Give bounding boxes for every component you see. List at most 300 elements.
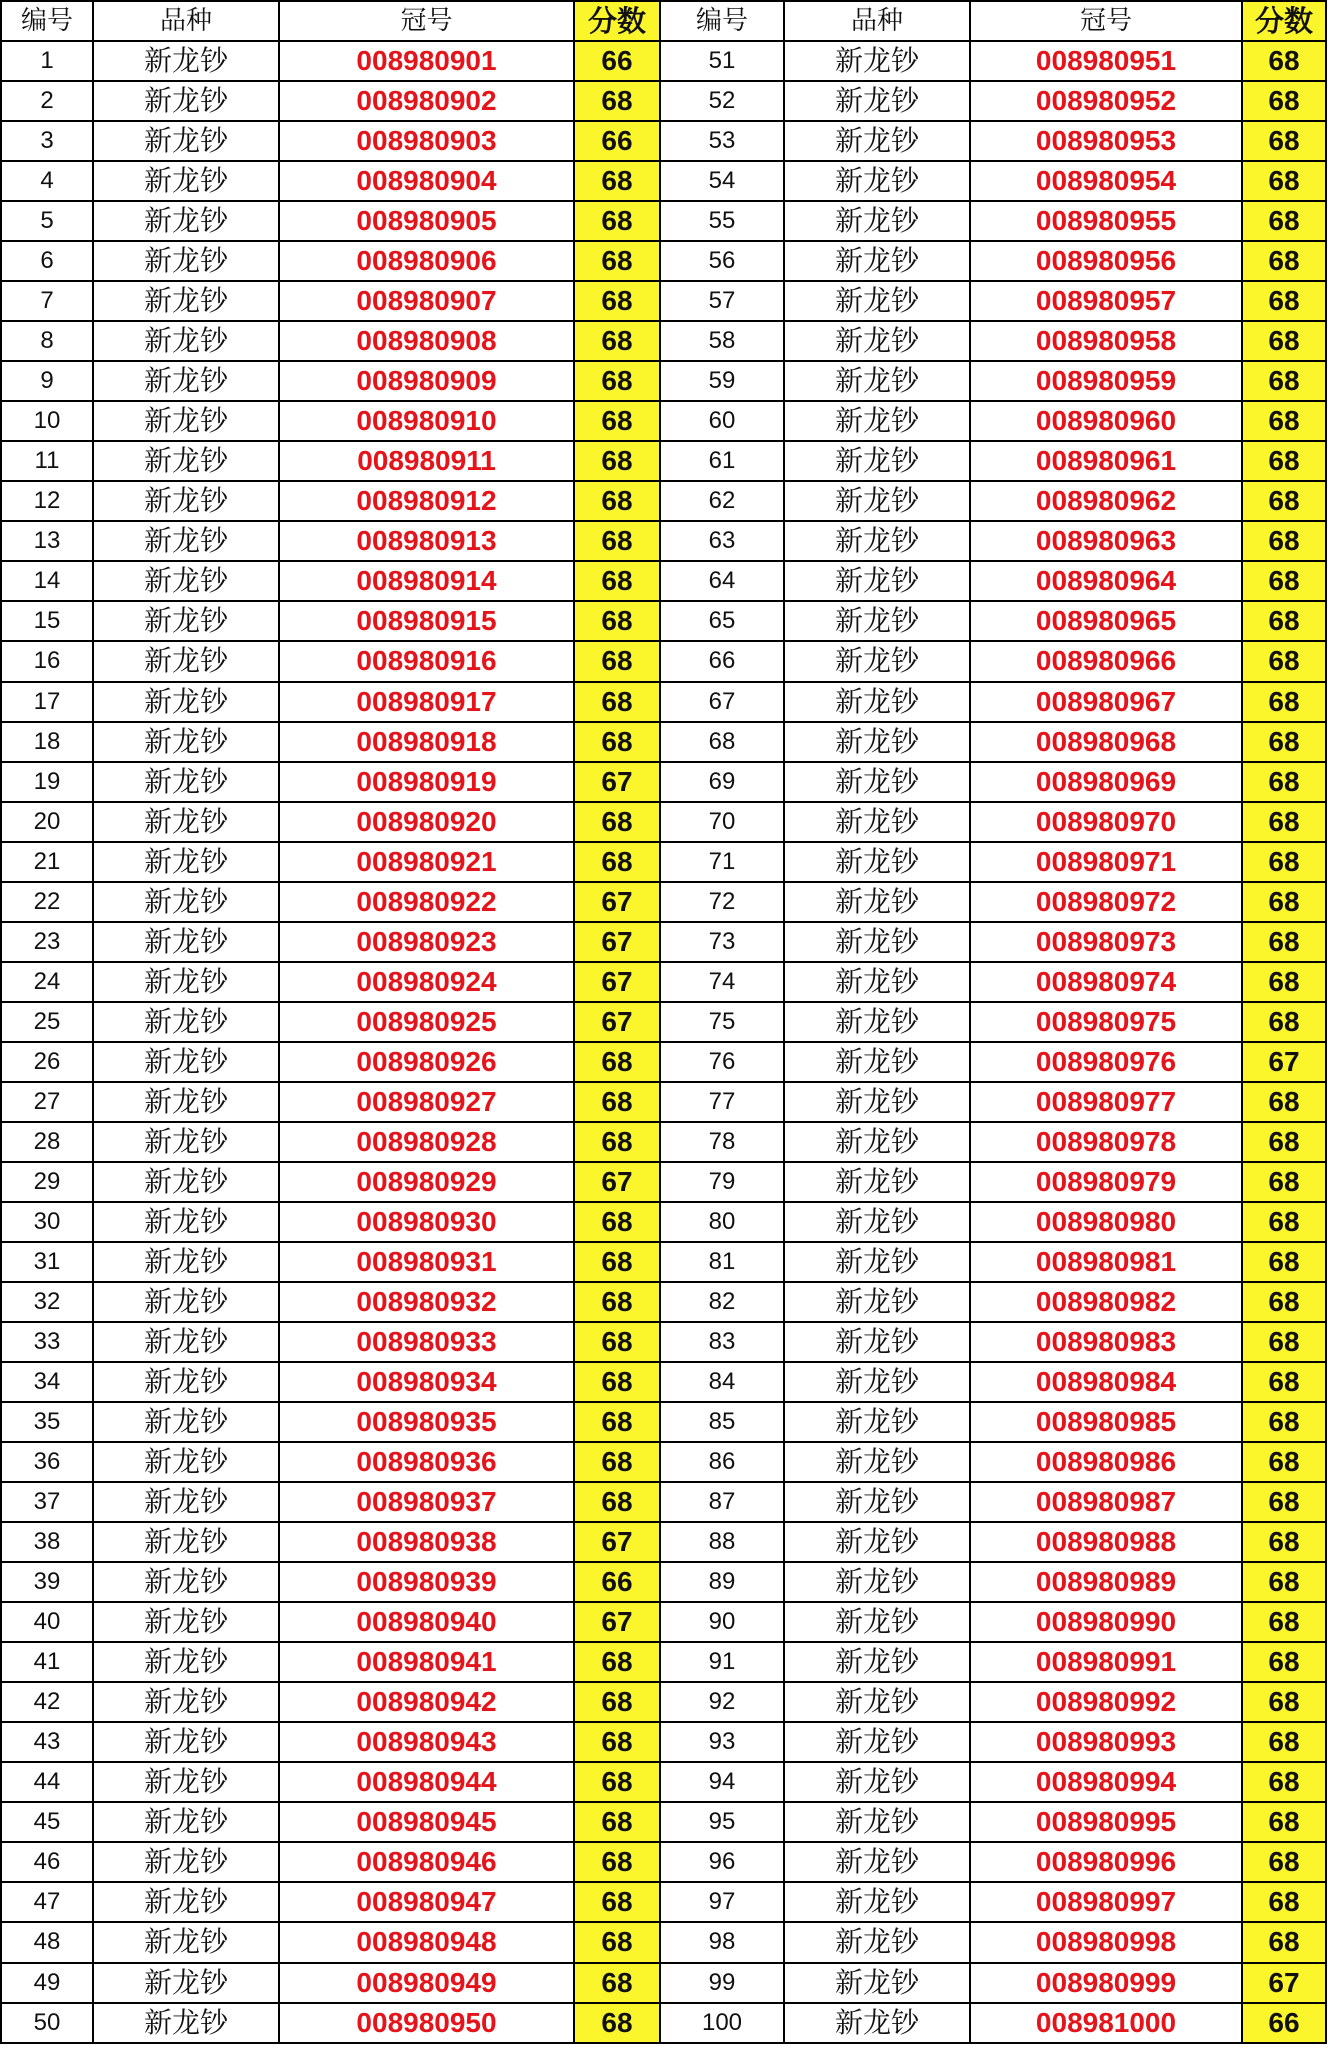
table-body bbox=[1, 41, 1326, 2043]
variety-cell: 新龙钞 bbox=[93, 1882, 279, 1922]
table-row bbox=[1, 1482, 1326, 1522]
table-row bbox=[1, 1442, 1326, 1482]
row-number: 18 bbox=[1, 722, 93, 762]
score-cell: 68 bbox=[574, 1282, 660, 1322]
row-number: 21 bbox=[1, 842, 93, 882]
score-cell: 67 bbox=[574, 1002, 660, 1042]
serial-number-cell: 008980989 bbox=[970, 1562, 1242, 1602]
score-cell: 68 bbox=[574, 1762, 660, 1802]
score-cell: 68 bbox=[1242, 521, 1326, 561]
score-cell: 68 bbox=[1242, 682, 1326, 722]
variety-cell: 新龙钞 bbox=[93, 1082, 279, 1122]
row-number: 71 bbox=[660, 842, 784, 882]
serial-number-cell: 008980934 bbox=[279, 1362, 574, 1402]
table-row bbox=[1, 1122, 1326, 1162]
variety-cell: 新龙钞 bbox=[784, 682, 970, 722]
row-number: 12 bbox=[1, 481, 93, 521]
row-number: 44 bbox=[1, 1762, 93, 1802]
row-number: 31 bbox=[1, 1242, 93, 1282]
serial-number-cell: 008980965 bbox=[970, 601, 1242, 641]
row-number: 6 bbox=[1, 241, 93, 281]
score-cell: 68 bbox=[1242, 241, 1326, 281]
table-row bbox=[1, 561, 1326, 601]
score-cell: 68 bbox=[1242, 201, 1326, 241]
variety-cell: 新龙钞 bbox=[784, 882, 970, 922]
row-number: 46 bbox=[1, 1842, 93, 1882]
table-row bbox=[1, 1642, 1326, 1682]
row-number: 36 bbox=[1, 1442, 93, 1482]
serial-number-cell: 008980923 bbox=[279, 922, 574, 962]
row-number: 90 bbox=[660, 1602, 784, 1642]
row-number: 75 bbox=[660, 1002, 784, 1042]
row-number: 2 bbox=[1, 81, 93, 121]
row-number: 99 bbox=[660, 1963, 784, 2003]
serial-number-cell: 008980924 bbox=[279, 962, 574, 1002]
variety-cell: 新龙钞 bbox=[93, 1842, 279, 1882]
row-number: 28 bbox=[1, 1122, 93, 1162]
serial-number-cell: 008980992 bbox=[970, 1682, 1242, 1722]
score-cell: 68 bbox=[574, 1722, 660, 1762]
row-number: 25 bbox=[1, 1002, 93, 1042]
score-cell: 68 bbox=[574, 321, 660, 361]
score-cell: 68 bbox=[574, 682, 660, 722]
header-serial: 冠号 bbox=[279, 1, 574, 41]
table-row bbox=[1, 722, 1326, 762]
score-cell: 68 bbox=[574, 441, 660, 481]
score-cell: 68 bbox=[1242, 842, 1326, 882]
score-cell: 66 bbox=[574, 1562, 660, 1602]
score-cell: 66 bbox=[1242, 2003, 1326, 2043]
row-number: 48 bbox=[1, 1922, 93, 1962]
serial-number-cell: 008980944 bbox=[279, 1762, 574, 1802]
table-row bbox=[1, 1762, 1326, 1802]
serial-number-cell: 008980936 bbox=[279, 1442, 574, 1482]
score-cell: 68 bbox=[1242, 1282, 1326, 1322]
serial-number-cell: 008980982 bbox=[970, 1282, 1242, 1322]
score-cell: 68 bbox=[574, 601, 660, 641]
serial-number-cell: 008980962 bbox=[970, 481, 1242, 521]
score-cell: 68 bbox=[1242, 1122, 1326, 1162]
row-number: 70 bbox=[660, 802, 784, 842]
table-row bbox=[1, 81, 1326, 121]
variety-cell: 新龙钞 bbox=[93, 401, 279, 441]
serial-number-cell: 008980913 bbox=[279, 521, 574, 561]
row-number: 84 bbox=[660, 1362, 784, 1402]
row-number: 76 bbox=[660, 1042, 784, 1082]
variety-cell: 新龙钞 bbox=[93, 121, 279, 161]
row-number: 95 bbox=[660, 1802, 784, 1842]
table-row bbox=[1, 1562, 1326, 1602]
row-number: 38 bbox=[1, 1522, 93, 1562]
score-cell: 68 bbox=[1242, 1002, 1326, 1042]
score-cell: 68 bbox=[1242, 121, 1326, 161]
variety-cell: 新龙钞 bbox=[784, 2003, 970, 2043]
row-number: 24 bbox=[1, 962, 93, 1002]
score-cell: 66 bbox=[574, 41, 660, 81]
serial-number-cell: 008980904 bbox=[279, 161, 574, 201]
score-cell: 68 bbox=[1242, 1882, 1326, 1922]
serial-number-cell: 008980909 bbox=[279, 361, 574, 401]
table-row bbox=[1, 241, 1326, 281]
serial-number-cell: 008980987 bbox=[970, 1482, 1242, 1522]
table-row bbox=[1, 1362, 1326, 1402]
variety-cell: 新龙钞 bbox=[93, 1042, 279, 1082]
serial-number-cell: 008980949 bbox=[279, 1963, 574, 2003]
serial-number-cell: 008980928 bbox=[279, 1122, 574, 1162]
row-number: 49 bbox=[1, 1963, 93, 2003]
row-number: 32 bbox=[1, 1282, 93, 1322]
variety-cell: 新龙钞 bbox=[93, 1722, 279, 1762]
table-row bbox=[1, 1002, 1326, 1042]
variety-cell: 新龙钞 bbox=[784, 1482, 970, 1522]
variety-cell: 新龙钞 bbox=[784, 121, 970, 161]
score-cell: 68 bbox=[1242, 802, 1326, 842]
score-cell: 68 bbox=[1242, 1482, 1326, 1522]
score-cell: 68 bbox=[1242, 882, 1326, 922]
serial-number-cell: 008980919 bbox=[279, 762, 574, 802]
score-cell: 68 bbox=[574, 1322, 660, 1362]
table-row bbox=[1, 481, 1326, 521]
score-cell: 68 bbox=[1242, 1642, 1326, 1682]
row-number: 39 bbox=[1, 1562, 93, 1602]
variety-cell: 新龙钞 bbox=[784, 1642, 970, 1682]
variety-cell: 新龙钞 bbox=[93, 1482, 279, 1522]
variety-cell: 新龙钞 bbox=[784, 161, 970, 201]
score-cell: 68 bbox=[1242, 281, 1326, 321]
row-number: 50 bbox=[1, 2003, 93, 2043]
variety-cell: 新龙钞 bbox=[93, 521, 279, 561]
score-cell: 68 bbox=[1242, 1562, 1326, 1602]
table-row bbox=[1, 2003, 1326, 2043]
serial-number-cell: 008980947 bbox=[279, 1882, 574, 1922]
row-number: 52 bbox=[660, 81, 784, 121]
score-cell: 68 bbox=[1242, 1842, 1326, 1882]
serial-number-cell: 008980916 bbox=[279, 641, 574, 681]
serial-number-cell: 008980910 bbox=[279, 401, 574, 441]
row-number: 3 bbox=[1, 121, 93, 161]
row-number: 61 bbox=[660, 441, 784, 481]
variety-cell: 新龙钞 bbox=[93, 1242, 279, 1282]
table-row bbox=[1, 682, 1326, 722]
serial-number-cell: 008980940 bbox=[279, 1602, 574, 1642]
table-row bbox=[1, 922, 1326, 962]
serial-number-cell: 008980974 bbox=[970, 962, 1242, 1002]
score-cell: 68 bbox=[574, 1802, 660, 1842]
score-cell: 66 bbox=[574, 121, 660, 161]
variety-cell: 新龙钞 bbox=[93, 321, 279, 361]
serial-number-cell: 008980946 bbox=[279, 1842, 574, 1882]
score-cell: 68 bbox=[1242, 161, 1326, 201]
variety-cell: 新龙钞 bbox=[784, 81, 970, 121]
serial-number-cell: 008980960 bbox=[970, 401, 1242, 441]
serial-number-cell: 008980902 bbox=[279, 81, 574, 121]
score-cell: 67 bbox=[574, 1522, 660, 1562]
serial-number-cell: 008980975 bbox=[970, 1002, 1242, 1042]
header-serial: 冠号 bbox=[970, 1, 1242, 41]
table-row bbox=[1, 1682, 1326, 1722]
serial-number-cell: 008980911 bbox=[279, 441, 574, 481]
variety-cell: 新龙钞 bbox=[784, 321, 970, 361]
score-cell: 68 bbox=[574, 1482, 660, 1522]
score-cell: 68 bbox=[1242, 1322, 1326, 1362]
row-number: 17 bbox=[1, 682, 93, 722]
variety-cell: 新龙钞 bbox=[784, 762, 970, 802]
row-number: 81 bbox=[660, 1242, 784, 1282]
serial-number-cell: 008980952 bbox=[970, 81, 1242, 121]
serial-number-cell: 008980979 bbox=[970, 1162, 1242, 1202]
table-row bbox=[1, 1202, 1326, 1242]
score-cell: 68 bbox=[574, 1042, 660, 1082]
row-number: 7 bbox=[1, 281, 93, 321]
score-cell: 67 bbox=[1242, 1963, 1326, 2003]
variety-cell: 新龙钞 bbox=[784, 1002, 970, 1042]
serial-number-cell: 008980966 bbox=[970, 641, 1242, 681]
variety-cell: 新龙钞 bbox=[93, 1642, 279, 1682]
row-number: 35 bbox=[1, 1402, 93, 1442]
row-number: 37 bbox=[1, 1482, 93, 1522]
row-number: 73 bbox=[660, 922, 784, 962]
serial-number-cell: 008980951 bbox=[970, 41, 1242, 81]
row-number: 5 bbox=[1, 201, 93, 241]
table-header-row bbox=[1, 1, 1326, 41]
variety-cell: 新龙钞 bbox=[93, 802, 279, 842]
table-row bbox=[1, 802, 1326, 842]
variety-cell: 新龙钞 bbox=[93, 601, 279, 641]
serial-number-cell: 008980905 bbox=[279, 201, 574, 241]
variety-cell: 新龙钞 bbox=[93, 481, 279, 521]
serial-number-cell: 008980963 bbox=[970, 521, 1242, 561]
score-cell: 68 bbox=[574, 842, 660, 882]
score-cell: 68 bbox=[1242, 1242, 1326, 1282]
variety-cell: 新龙钞 bbox=[784, 1042, 970, 1082]
row-number: 85 bbox=[660, 1402, 784, 1442]
table-row bbox=[1, 1522, 1326, 1562]
variety-cell: 新龙钞 bbox=[93, 1562, 279, 1602]
variety-cell: 新龙钞 bbox=[784, 1963, 970, 2003]
table-row bbox=[1, 441, 1326, 481]
serial-number-cell: 008980988 bbox=[970, 1522, 1242, 1562]
serial-number-cell: 008980942 bbox=[279, 1682, 574, 1722]
variety-cell: 新龙钞 bbox=[93, 1922, 279, 1962]
variety-cell: 新龙钞 bbox=[93, 641, 279, 681]
score-cell: 68 bbox=[1242, 922, 1326, 962]
serial-number-cell: 008980918 bbox=[279, 722, 574, 762]
serial-number-cell: 008980903 bbox=[279, 121, 574, 161]
table-row bbox=[1, 521, 1326, 561]
variety-cell: 新龙钞 bbox=[784, 1202, 970, 1242]
table-row bbox=[1, 41, 1326, 81]
serial-number-cell: 008980971 bbox=[970, 842, 1242, 882]
variety-cell: 新龙钞 bbox=[784, 1322, 970, 1362]
serial-number-cell: 008980958 bbox=[970, 321, 1242, 361]
table-row bbox=[1, 1963, 1326, 2003]
variety-cell: 新龙钞 bbox=[784, 1402, 970, 1442]
score-cell: 68 bbox=[1242, 762, 1326, 802]
header-number: 编号 bbox=[1, 1, 93, 41]
serial-number-cell: 008980914 bbox=[279, 561, 574, 601]
serial-number-cell: 008980968 bbox=[970, 722, 1242, 762]
row-number: 10 bbox=[1, 401, 93, 441]
serial-number-cell: 008980970 bbox=[970, 802, 1242, 842]
variety-cell: 新龙钞 bbox=[93, 241, 279, 281]
row-number: 100 bbox=[660, 2003, 784, 2043]
variety-cell: 新龙钞 bbox=[93, 1002, 279, 1042]
score-cell: 67 bbox=[574, 1602, 660, 1642]
variety-cell: 新龙钞 bbox=[784, 1722, 970, 1762]
serial-number-cell: 008980983 bbox=[970, 1322, 1242, 1362]
variety-cell: 新龙钞 bbox=[784, 521, 970, 561]
table-row bbox=[1, 641, 1326, 681]
variety-cell: 新龙钞 bbox=[93, 201, 279, 241]
score-cell: 67 bbox=[574, 922, 660, 962]
table-row bbox=[1, 1602, 1326, 1642]
variety-cell: 新龙钞 bbox=[93, 161, 279, 201]
table-row bbox=[1, 401, 1326, 441]
variety-cell: 新龙钞 bbox=[93, 762, 279, 802]
row-number: 30 bbox=[1, 1202, 93, 1242]
row-number: 91 bbox=[660, 1642, 784, 1682]
variety-cell: 新龙钞 bbox=[784, 601, 970, 641]
row-number: 80 bbox=[660, 1202, 784, 1242]
variety-cell: 新龙钞 bbox=[93, 1122, 279, 1162]
row-number: 74 bbox=[660, 962, 784, 1002]
row-number: 69 bbox=[660, 762, 784, 802]
row-number: 72 bbox=[660, 882, 784, 922]
serial-number-cell: 008980997 bbox=[970, 1882, 1242, 1922]
serial-number-cell: 008980961 bbox=[970, 441, 1242, 481]
score-cell: 68 bbox=[1242, 1402, 1326, 1442]
row-number: 4 bbox=[1, 161, 93, 201]
row-number: 86 bbox=[660, 1442, 784, 1482]
table-row bbox=[1, 361, 1326, 401]
header-number: 编号 bbox=[660, 1, 784, 41]
row-number: 57 bbox=[660, 281, 784, 321]
serial-number-cell: 008980912 bbox=[279, 481, 574, 521]
score-cell: 68 bbox=[1242, 1602, 1326, 1642]
serial-number-cell: 008980901 bbox=[279, 41, 574, 81]
variety-cell: 新龙钞 bbox=[93, 962, 279, 1002]
serial-number-cell: 008980995 bbox=[970, 1802, 1242, 1842]
row-number: 42 bbox=[1, 1682, 93, 1722]
table-row bbox=[1, 1082, 1326, 1122]
row-number: 34 bbox=[1, 1362, 93, 1402]
serial-number-cell: 008980996 bbox=[970, 1842, 1242, 1882]
row-number: 92 bbox=[660, 1682, 784, 1722]
serial-number-cell: 008980933 bbox=[279, 1322, 574, 1362]
row-number: 11 bbox=[1, 441, 93, 481]
serial-number-cell: 008980985 bbox=[970, 1402, 1242, 1442]
score-cell: 68 bbox=[574, 281, 660, 321]
serial-number-cell: 008980998 bbox=[970, 1922, 1242, 1962]
variety-cell: 新龙钞 bbox=[784, 1882, 970, 1922]
variety-cell: 新龙钞 bbox=[93, 1522, 279, 1562]
serial-number-cell: 008980921 bbox=[279, 842, 574, 882]
variety-cell: 新龙钞 bbox=[93, 1322, 279, 1362]
variety-cell: 新龙钞 bbox=[93, 2003, 279, 2043]
row-number: 9 bbox=[1, 361, 93, 401]
row-number: 88 bbox=[660, 1522, 784, 1562]
row-number: 59 bbox=[660, 361, 784, 401]
serial-number-cell: 008980978 bbox=[970, 1122, 1242, 1162]
serial-number-cell: 008980977 bbox=[970, 1082, 1242, 1122]
serial-number-cell: 008980994 bbox=[970, 1762, 1242, 1802]
variety-cell: 新龙钞 bbox=[784, 361, 970, 401]
score-cell: 67 bbox=[1242, 1042, 1326, 1082]
row-number: 8 bbox=[1, 321, 93, 361]
row-number: 66 bbox=[660, 641, 784, 681]
score-cell: 68 bbox=[1242, 401, 1326, 441]
row-number: 64 bbox=[660, 561, 784, 601]
variety-cell: 新龙钞 bbox=[784, 1562, 970, 1602]
score-cell: 68 bbox=[574, 1242, 660, 1282]
score-cell: 68 bbox=[1242, 1082, 1326, 1122]
serial-number-cell: 008980984 bbox=[970, 1362, 1242, 1402]
serial-number-cell: 008980976 bbox=[970, 1042, 1242, 1082]
row-number: 62 bbox=[660, 481, 784, 521]
serial-number-cell: 008980927 bbox=[279, 1082, 574, 1122]
table-row bbox=[1, 201, 1326, 241]
score-cell: 68 bbox=[1242, 481, 1326, 521]
variety-cell: 新龙钞 bbox=[93, 281, 279, 321]
row-number: 55 bbox=[660, 201, 784, 241]
serial-number-cell: 008980920 bbox=[279, 802, 574, 842]
serial-number-cell: 008980908 bbox=[279, 321, 574, 361]
score-cell: 67 bbox=[574, 1162, 660, 1202]
serial-number-cell: 008980980 bbox=[970, 1202, 1242, 1242]
score-cell: 68 bbox=[574, 1922, 660, 1962]
score-cell: 68 bbox=[1242, 361, 1326, 401]
score-cell: 68 bbox=[574, 1362, 660, 1402]
score-cell: 68 bbox=[1242, 1722, 1326, 1762]
row-number: 47 bbox=[1, 1882, 93, 1922]
variety-cell: 新龙钞 bbox=[93, 1162, 279, 1202]
serial-number-cell: 008980964 bbox=[970, 561, 1242, 601]
variety-cell: 新龙钞 bbox=[93, 561, 279, 601]
row-number: 26 bbox=[1, 1042, 93, 1082]
variety-cell: 新龙钞 bbox=[784, 641, 970, 681]
score-cell: 68 bbox=[1242, 561, 1326, 601]
variety-cell: 新龙钞 bbox=[784, 1842, 970, 1882]
variety-cell: 新龙钞 bbox=[93, 1202, 279, 1242]
score-cell: 68 bbox=[574, 1642, 660, 1682]
table-row bbox=[1, 1042, 1326, 1082]
score-cell: 68 bbox=[1242, 722, 1326, 762]
variety-cell: 新龙钞 bbox=[784, 1442, 970, 1482]
row-number: 29 bbox=[1, 1162, 93, 1202]
serial-number-cell: 008980917 bbox=[279, 682, 574, 722]
row-number: 78 bbox=[660, 1122, 784, 1162]
row-number: 60 bbox=[660, 401, 784, 441]
row-number: 13 bbox=[1, 521, 93, 561]
score-cell: 68 bbox=[574, 401, 660, 441]
variety-cell: 新龙钞 bbox=[784, 1762, 970, 1802]
variety-cell: 新龙钞 bbox=[784, 41, 970, 81]
variety-cell: 新龙钞 bbox=[93, 441, 279, 481]
serial-number-cell: 008980915 bbox=[279, 601, 574, 641]
table-row bbox=[1, 1322, 1326, 1362]
row-number: 51 bbox=[660, 41, 784, 81]
score-cell: 68 bbox=[1242, 962, 1326, 1002]
row-number: 54 bbox=[660, 161, 784, 201]
variety-cell: 新龙钞 bbox=[784, 1242, 970, 1282]
score-cell: 68 bbox=[1242, 1442, 1326, 1482]
variety-cell: 新龙钞 bbox=[93, 1402, 279, 1442]
table-row bbox=[1, 962, 1326, 1002]
score-cell: 68 bbox=[574, 1442, 660, 1482]
variety-cell: 新龙钞 bbox=[784, 481, 970, 521]
table-row bbox=[1, 1882, 1326, 1922]
variety-cell: 新龙钞 bbox=[784, 201, 970, 241]
